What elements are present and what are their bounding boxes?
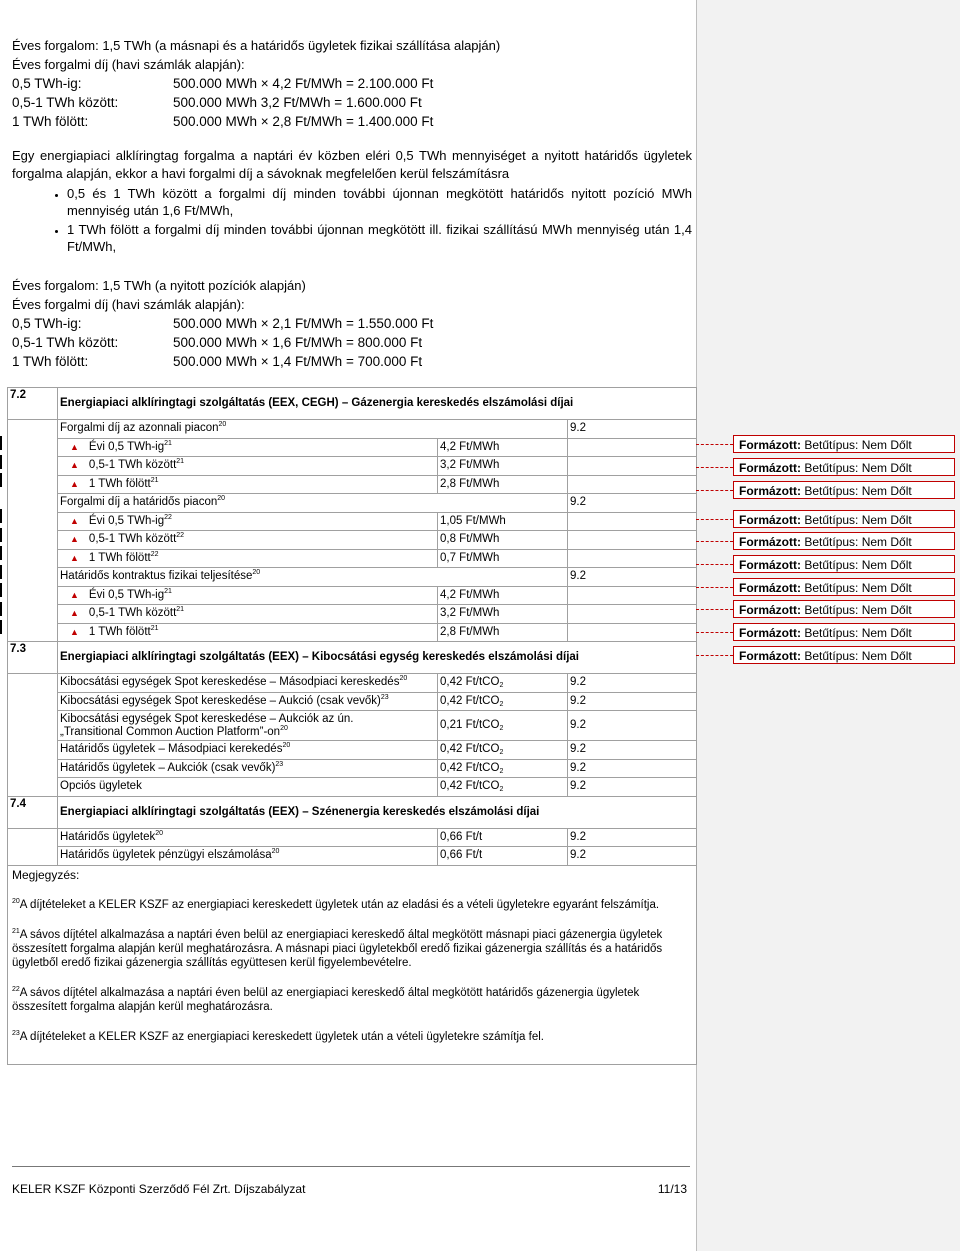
group-row <box>8 568 697 587</box>
change-bar <box>0 473 2 487</box>
change-bar <box>0 565 2 579</box>
page-number: 11/13 <box>657 1182 687 1196</box>
anchor-marker-icon: ▲ <box>70 515 79 526</box>
section-title: Energiapiaci alklíringtagi szolgáltatás (EEX) – Kibocsátási egység kereskedés elszámolási díjai <box>58 642 697 674</box>
table-row: Opciós ügyletek 0,42 Ft/tCO$_2$ 9.2 <box>8 778 697 797</box>
section-header-row <box>8 388 697 420</box>
change-bar <box>0 436 2 450</box>
table-row: ▲ 1 TWh fölött$^{21}$ 2,8 Ft/MWh <box>8 475 697 494</box>
section-ref: 9.2 <box>568 494 697 513</box>
table-row: Kibocsátási egységek Spot kereskedése – Aukció (csak vevők)$^{23}$ 0,42 Ft/tCO$_2$ 9.2 <box>8 692 697 711</box>
example2-line-1: Éves forgalom: 1,5 TWh (a nyitott pozíciók alapján) <box>12 278 306 293</box>
group-row <box>8 494 697 513</box>
group-label: Forgalmi díj az azonnali piacon$^{20}$ <box>58 420 568 439</box>
change-bar <box>0 528 2 542</box>
format-comment[interactable]: Formázott: Betűtípus: Nem Dőlt <box>733 600 955 618</box>
section-number: 7.2 <box>8 388 58 420</box>
format-comment[interactable]: Formázott: Betűtípus: Nem Dőlt <box>733 510 955 528</box>
comment-connector <box>696 444 733 446</box>
footnote: $^{22}$A sávos díjtétel alkalmazása a naptári éven belül az energiapiaci kereskedő által megkötött határidős gázenergia ügyletek összesített forgalma alapján kerül meghatározásra. <box>12 985 640 1013</box>
format-comment[interactable]: Formázott: Betűtípus: Nem Dőlt <box>733 435 955 453</box>
footer-divider <box>12 1166 690 1167</box>
section-number: 7.4 <box>8 796 58 828</box>
comment-connector <box>696 564 733 566</box>
comment-connector <box>696 632 733 634</box>
notes-label: Megjegyzés: <box>12 867 80 882</box>
bullet-list <box>12 185 692 255</box>
table-row: ▲ Évi 0,5 TWh-$ig^{21}$ 4,2 Ft/MWh <box>8 438 697 457</box>
comment-connector <box>696 609 733 611</box>
footnote: $^{21}$A sávos díjtétel alkalmazása a naptári éven belül az energiapiaci kereskedő által megkötött másnapi piaci gázenergia ügyletek összesített forgalma alapján kerül meghatározásra. A másnapi piaci ügyletekből eredő fizikai gázenergia szállítás és a határidős ügyletből eredő fizikai gázenergia szállítás együttesen kerül figyelembevételre. <box>12 927 663 969</box>
footnotes <box>8 865 697 1064</box>
anchor-marker-icon: ▲ <box>70 478 79 489</box>
section-ref: 9.2 <box>568 420 697 439</box>
group-label: Forgalmi díj a határidős piacon$^{20}$ <box>58 494 568 513</box>
bullet-item: • 0,5 és 1 TWh között a forgalmi díj minden további újonnan megkötött határidős nyitott pozíció MWh mennyiség után 1,6 Ft/MWh, <box>67 185 692 219</box>
comment-connector <box>696 541 733 543</box>
section-header-row <box>8 796 697 828</box>
anchor-marker-icon: ▲ <box>70 589 79 600</box>
anchor-marker-icon: ▲ <box>70 608 79 619</box>
anchor-marker-icon: ▲ <box>70 441 79 452</box>
intro-row: 0,5-1 TWh között: 500.000 MWh 3,2 Ft/MWh = 1.600.000 Ft <box>12 95 422 110</box>
comment-connector <box>696 519 733 521</box>
table-row: ▲ 0,5-1 TWh között$^{22}$ 0,8 Ft/MWh <box>8 531 697 550</box>
anchor-marker-icon: ▲ <box>70 460 79 471</box>
page-footer <box>12 1182 687 1196</box>
table-row: Határidős ügyletek – Aukciók (csak vevők)$^{23}$ 0,42 Ft/tCO$_2$ 9.2 <box>8 759 697 778</box>
comment-connector <box>696 467 733 469</box>
section-header-row <box>8 642 697 674</box>
comment-connector <box>696 655 733 657</box>
table-row: Határidős ügyletek pénzügyi elszámolása$^{20}$ 0,66 Ft/t 9.2 <box>8 847 697 866</box>
table-row: Határidős ügyletek$^{20}$ 0,66 Ft/t 9.2 <box>8 828 697 847</box>
fee-table <box>7 387 697 1065</box>
anchor-marker-icon: ▲ <box>70 626 79 637</box>
table-row: ▲ Évi 0,5 TWh-$ig^{22}$ 1,05 Ft/MWh <box>8 512 697 531</box>
group-label: Határidős kontraktus fizikai teljesítése$^{20}$ <box>58 568 568 587</box>
example2-row: 0,5 TWh-ig: 500.000 MWh × 2,1 Ft/MWh = 1.550.000 Ft <box>12 316 434 331</box>
section-title: Energiapiaci alklíringtagi szolgáltatás (EEX) – Szénenergia kereskedés elszámolási díjai <box>58 796 697 828</box>
table-row: Határidős ügyletek – Másodpiaci kerekedés$^{20}$ 0,42 Ft/tCO$_2$ 9.2 <box>8 741 697 760</box>
section-ref: 9.2 <box>568 568 697 587</box>
bullet-item: • 1 TWh fölött a forgalmi díj minden további újonnan megkötött ill. fizikai szállítású MWh mennyiség után 1,4 Ft/MWh, <box>67 221 692 255</box>
table-row: ▲ 1 TWh fölött$^{22}$ 0,7 Ft/MWh <box>8 549 697 568</box>
example-paragraph: Egy energiapiaci alklíringtag forgalma a naptári év közben eléri 0,5 TWh mennyiséget a nyitott határidős ügyletek forgalma alapján, ekkor a havi forgalmi díj a sávoknak megfelelően kerül felszámításra <box>12 148 692 181</box>
change-bar <box>0 620 2 634</box>
anchor-marker-icon: ▲ <box>70 534 79 545</box>
format-comment[interactable]: Formázott: Betűtípus: Nem Dőlt <box>733 481 955 499</box>
anchor-marker-icon: ▲ <box>70 552 79 563</box>
format-comment[interactable]: Formázott: Betűtípus: Nem Dőlt <box>733 555 955 573</box>
format-comment[interactable]: Formázott: Betűtípus: Nem Dőlt <box>733 458 955 476</box>
format-comment[interactable]: Formázott: Betűtípus: Nem Dőlt <box>733 532 955 550</box>
notes-row <box>8 865 697 1064</box>
format-comment[interactable]: Formázott: Betűtípus: Nem Dőlt <box>733 578 955 596</box>
change-bar <box>0 602 2 616</box>
table-row: Kibocsátási egységek Spot kereskedése – Másodpiaci kereskedés$^{20}$ 0,42 Ft/tCO$_2$ 9.2 <box>8 674 697 693</box>
format-comment[interactable]: Formázott: Betűtípus: Nem Dőlt <box>733 646 955 664</box>
table-row: ▲ 0,5-1 TWh között$^{21}$ 3,2 Ft/MWh <box>8 605 697 624</box>
example2-line-2: Éves forgalmi díj (havi számlák alapján): <box>12 297 245 312</box>
change-bar <box>0 546 2 560</box>
comment-connector <box>696 587 733 589</box>
change-bar <box>0 455 2 469</box>
table-row: Kibocsátási egységek Spot kereskedése – Aukciók az ún. „Transitional Common Auction $Platform”-on^{20}$ 0,21 Ft/tCO$_2$ 9.2 <box>8 711 697 741</box>
example2-row: 0,5-1 TWh között: 500.000 MWh × 1,6 Ft/MWh = 800.000 Ft <box>12 335 423 350</box>
comment-connector <box>696 490 733 492</box>
format-comment[interactable]: Formázott: Betűtípus: Nem Dőlt <box>733 623 955 641</box>
footnote: $^{20}$A díjtételeket a KELER KSZF az energiapiaci kereskedett ügyletek után az eladási és a vételi ügyletekre egyaránt felszámítja. <box>12 897 660 911</box>
change-bar <box>0 509 2 523</box>
table-row: ▲ 1 TWh fölött$^{21}$ 2,8 Ft/MWh <box>8 623 697 642</box>
group-row <box>8 420 697 439</box>
intro-row: 1 TWh fölött: 500.000 MWh × 2,8 Ft/MWh = 1.400.000 Ft <box>12 114 434 129</box>
example2-row: 1 TWh fölött: 500.000 MWh × 1,4 Ft/MWh = 700.000 Ft <box>12 354 423 369</box>
section-title: Energiapiaci alklíringtagi szolgáltatás (EEX, CEGH) – Gázenergia kereskedés elszámolási díjai <box>58 388 697 420</box>
footnote: $^{23}$A díjtételeket a KELER KSZF az energiapiaci kereskedett ügyletek után a vételi ügyletekre számítja fel. <box>12 1029 544 1043</box>
intro-line-1: Éves forgalom: 1,5 TWh (a másnapi és a határidős ügyletek fizikai szállítása alapján) <box>12 38 501 53</box>
document-body <box>12 36 692 371</box>
footer-title: KELER KSZF Központi Szerződő Fél Zrt. Díjszabályzat <box>12 1182 306 1196</box>
table-row: ▲ Évi 0,5 TWh-$ig^{21}$ 4,2 Ft/MWh <box>8 586 697 605</box>
table-row: ▲ 0,5-1 TWh között$^{21}$ 3,2 Ft/MWh <box>8 457 697 476</box>
section-number: 7.3 <box>8 642 58 674</box>
change-bar <box>0 583 2 597</box>
intro-row: 0,5 TWh-ig: 500.000 MWh × 4,2 Ft/MWh = 2.100.000 Ft <box>12 76 434 91</box>
intro-line-2: Éves forgalmi díj (havi számlák alapján): <box>12 57 245 72</box>
